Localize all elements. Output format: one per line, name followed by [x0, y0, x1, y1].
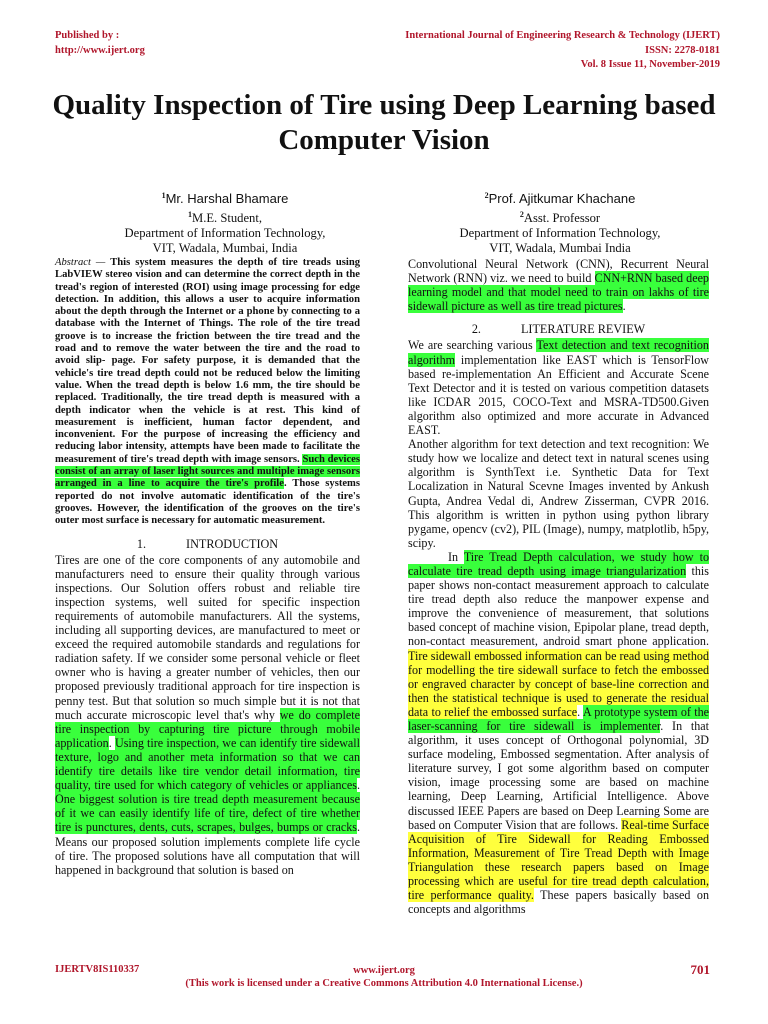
paper-id: IJERTV8IS110337: [55, 964, 140, 975]
journal-issn: ISSN: 2278-0181: [645, 44, 720, 56]
journal-info: [405, 29, 720, 73]
footer-url[interactable]: www.ijert.org: [353, 965, 415, 976]
literature-paragraph-3: [408, 550, 709, 916]
section-number: 1.: [136, 536, 147, 551]
highlight-green: we do complete tire inspection by capturing tire picture through mobile application: [55, 707, 360, 750]
left-column: [55, 257, 360, 877]
intro-text: Convolutional Neural Network (CNN), Recurrent Neural Network (RNN) viz. we need to build: [408, 257, 709, 286]
license-note: (This work is licensed under a Creative Commons Attribution 4.0 International License.): [185, 978, 583, 989]
journal-name: International Journal of Engineering Research & Technology (IJERT): [405, 30, 720, 41]
abstract-text-end: . Those systems reported do not involve automatic identification of the tire's grooves. However, the identification of the grooves on the tire's outer most surface is necessary for automatic measurement.: [55, 478, 361, 527]
intro-text: . Means our proposed solution implements complete life cycle of tire. The proposed solutions have all computation that will happened in background that solution is based on: [55, 820, 360, 877]
journal-publisher: [55, 29, 145, 58]
publisher-url[interactable]: http://www.ijert.org: [55, 44, 145, 56]
lit-text: In: [448, 549, 464, 564]
abstract-text: This system measures the depth of tire treads using LabVIEW stereo vision and can determine the correct depth in the tread's region of interested (ROI) using image processing for edge detection. In addition, this allows a user to acquire information about the depth through the Internet or a phone by connecting to a database with the Internet of Things. The role of the tire tread groove is to increase the friction between the tire tread and the road and to remove the water between the tire and the road to avoid slip- page. For safety purpose, it is demanded that the vehicle's tire tread depth could not be reduced below the limiting value. When the tread depth is below 1.6 mm, the tire should be replaced. Traditionally, the tire tread depth is measured with a depth indicator when the vehicle is at rest. This kind of measurement is inefficient, human factor dependent, and inconvenient. For the purpose of increasing the efficiency and reducing labor intensity, attempts have been made to facilitate the measurement of tire's tread depth with image sensors.: [55, 257, 361, 465]
section-heading-introduction: [55, 537, 360, 551]
author-1-number: 1: [161, 191, 166, 200]
highlight-yellow: Tire sidewall embossed information can be read using method for modelling the tire sidewall surface to fetch the embossed or engraved character by concept of base-line correction and then the statistical technique is used to generate the residual data to relief the embossed surface: [408, 648, 709, 719]
author-1-role-number: 1: [188, 210, 193, 220]
section-title: LITERATURE REVIEW: [520, 322, 646, 337]
author-2-role-number: 2: [519, 210, 524, 220]
highlight-green: Text detection and text recognition algorithm: [408, 338, 709, 367]
literature-paragraph-2: Another algorithm for text detection and text recognition: We study how we localize and detect text in natural scenes using algorithm is SynthText i.e. Synthetic Data for Text Localization in Natural Scevne Images invented by Ankush Gupta, Andrea Vedal di, Andrew Zisserman, CVPR 2016. This algorithm is written in python using python library pygame, opencv (cv2), PIL (Image), numpy, matplotlib, h5py, scipy.: [408, 437, 709, 550]
journal-volume: Vol. 8 Issue 11, November-2019: [580, 59, 720, 70]
footer-center: [0, 964, 768, 990]
highlight-green: Using tire inspection, we can identify tire sidewall texture, logo and another meta information so that we can identify tire details like tire vendor detail information, tire quality, tire used for which category of vehicles or appliances: [55, 735, 361, 793]
lit-text: . In that algorithm, it uses concept of Orthogonal polynomial, 3D surface modeling, Embossed segmentation. After analysis of literature survey, I got some algorithm based on computer vision, image processing some are based on machine learning, Deep Learning, Artificial Intelligence. Above discussed IEEE Papers are based on Deep Learning Some are based on Computer Vision that are follows.: [408, 719, 709, 832]
intro-text: .: [108, 735, 115, 750]
author-1-dept: Department of Information Technology,: [124, 226, 326, 241]
page-number: 701: [690, 962, 710, 977]
publisher-label: Published by :: [55, 30, 120, 41]
author-block-2: [420, 188, 700, 256]
lit-text: .: [577, 704, 583, 719]
highlight-yellow: Real-time Surface Acquisition of Tire Sidewall for Reading Embossed Information, Measurement of Tire Tread Depth with Image Triangulation these research papers based on Image processing which are useful for tire tread depth calculation, tire performance quality.: [408, 817, 709, 903]
highlight-green: One biggest solution is tire tread depth measurement because of it we can easily identify life of tire, defect of tire whether tire is punctures, dents, cuts, scrapes, bulges, bumps or cracks: [55, 792, 360, 835]
intro-text: Tires are one of the core components of any automobile and manufacturers need to ensure their quality through various inspections. Our Solution offers robust and reliable tire inspection systems, well suited for specific inspection requirements of automobile manufacturers. All the systems, including all supporting devices, are manufactured to meet or exceed the required automobile standards and regulations for radiation safety. If we consider some personal vehicle or fleet owner who is having a greater number of vehicles, then our proposed previously traditional approach for tire inspection is penny test. But that solution so much simple but it is not that much accurate microscopic level that's why: [55, 552, 360, 722]
lit-text: this paper shows non-contact measurement approach to calculate tire tread depth also reduce the manpower expense and improve the convenience of measurement, that solutions based concept of machine vision, Epipolar plane, tread depth, non-contact measurement, android smart phone application.: [408, 563, 710, 649]
lit-text: These papers basically based on concepts and algorithms: [408, 888, 709, 917]
author-1-institution: VIT, Wadala, Mumbai, India: [152, 241, 298, 256]
author-block-1: [85, 188, 365, 256]
lit-text: We are searching various: [408, 338, 537, 353]
intro-text: .: [622, 299, 626, 314]
highlight-green: Tire Tread Depth calculation, we study how to calculate tire tread depth using image triangularization: [408, 549, 709, 578]
abstract: [55, 257, 360, 528]
intro-text: .: [356, 778, 360, 793]
lit-text: implementation like EAST which is TensorFlow based re-implementation An Efficient and Accurate Scene Text Detector and it is tested on various competition datasets like ICDAR 2015, COCO-Text and MSRA-TD500.Given algorithm also optimized and more accurate in Advanced EAST.: [408, 352, 709, 438]
paper-title: Quality Inspection of Tire using Deep Learning based Computer Vision: [52, 89, 716, 156]
highlight-green: CNN+RNN based deep learning model and that model need to train on lakhs of tire sidewall picture as well as tire tread pictures: [408, 271, 709, 314]
introduction-paragraph: [55, 553, 360, 877]
author-2-number: 2: [484, 191, 489, 200]
introduction-continued: [408, 257, 709, 313]
literature-paragraph-1: [408, 338, 709, 437]
highlight-green: A prototype system of the laser-scanning for tire sidewall is implementer: [408, 704, 710, 733]
abstract-label: Abstract —: [55, 257, 106, 268]
author-2-role: Asst. Professor: [523, 211, 601, 226]
author-2-dept: Department of Information Technology,: [459, 226, 661, 241]
page-footer: [0, 957, 768, 997]
section-title: INTRODUCTION: [186, 536, 279, 551]
author-2-name: Prof. Ajitkumar Khachane: [488, 191, 636, 207]
right-column: [408, 257, 709, 916]
section-number: 2.: [471, 322, 481, 337]
author-1-role: M.E. Student,: [192, 211, 262, 226]
highlight-green: Such devices consist of an array of laser light sources and multiple image sensors arranged in a line to acquire the tire's profile: [55, 453, 361, 490]
author-2-institution: VIT, Wadala, Mumbai India: [489, 241, 631, 256]
author-1-name: Mr. Harshal Bhamare: [165, 191, 289, 207]
section-heading-literature-review: [408, 322, 709, 336]
